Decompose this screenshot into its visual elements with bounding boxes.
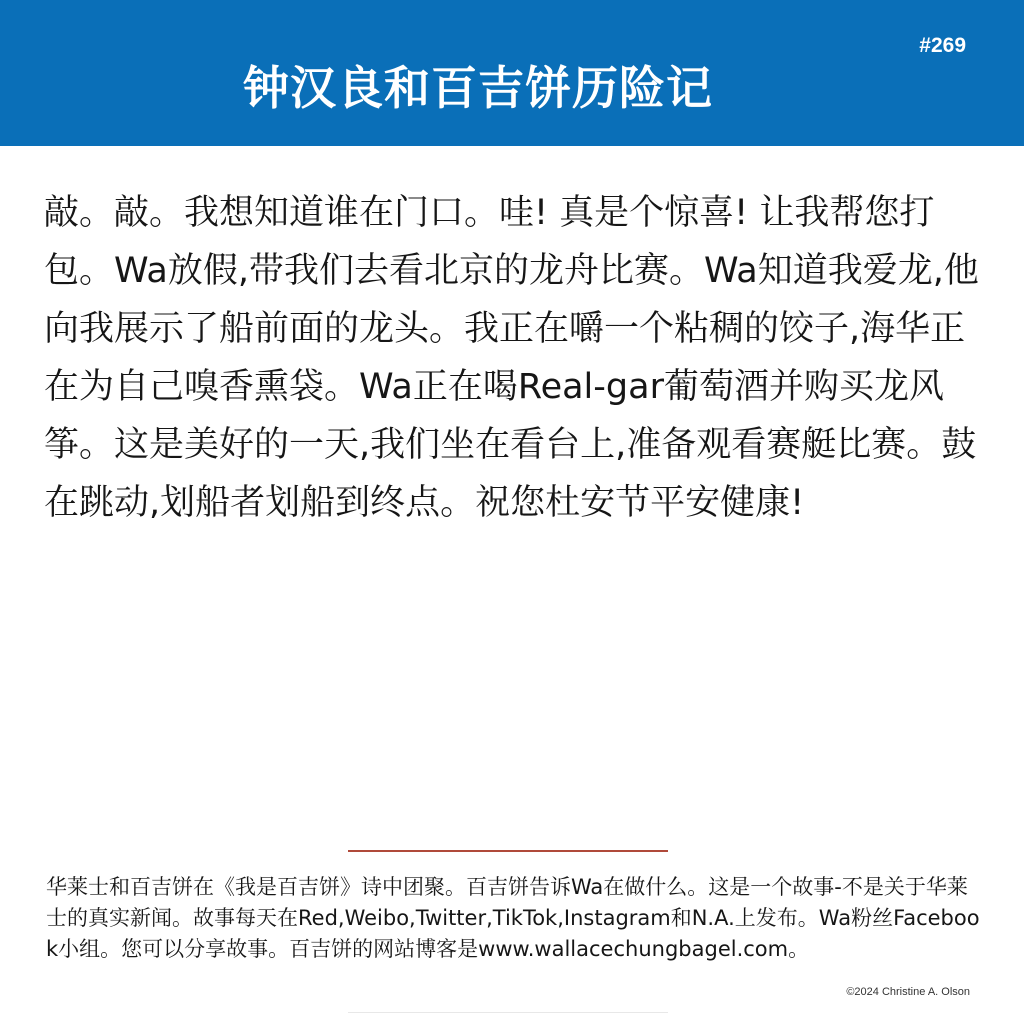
- footnote-text: 华莱士和百吉饼在《我是百吉饼》诗中团聚。百吉饼告诉Wa在做什么。这是一个故事-不是关于华莱士的真实新闻。故事每天在Red,Weibo,Twitter,TikTok,Instagram和N.A.上发布。Wa粉丝Facebook小组。您可以分享故事。百吉饼的网站博客是www.wallacechungbagel.com。: [46, 875, 980, 961]
- episode-number: #269: [919, 34, 966, 57]
- footnote-divider: [348, 850, 668, 852]
- copyright-notice: ©2024 Christine A. Olson: [846, 986, 970, 998]
- story-text: 敲。敲。我想知道谁在门口。哇! 真是个惊喜! 让我帮您打包。Wa放假,带我们去看北京的龙舟比赛。Wa知道我爱龙,他向我展示了船前面的龙头。我正在嚼一个粘稠的饺子,海华正在为自己嗅香熏袋。Wa正在喝Real-gar葡萄酒并购买龙风筝。这是美好的一天,我们坐在看台上,准备观看赛艇比赛。鼓在跳动,划船者划船到终点。祝您杜安节平安健康!: [44, 193, 979, 523]
- header-banner: [0, 0, 1024, 146]
- bottom-divider: [348, 1012, 668, 1013]
- page-title: 钟汉良和百吉饼历险记: [243, 61, 713, 115]
